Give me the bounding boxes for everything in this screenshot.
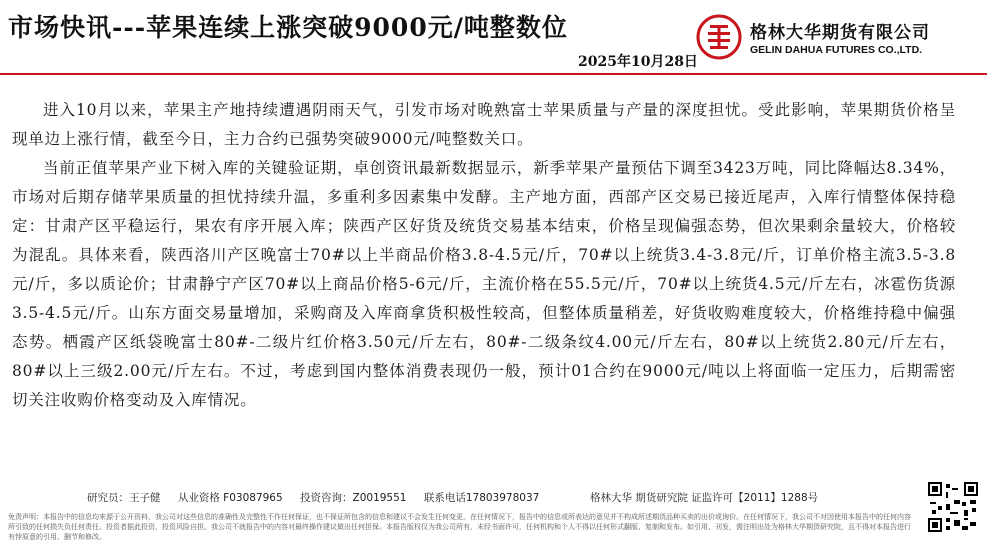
header-divider (0, 73, 987, 75)
qr-code-icon (928, 482, 978, 532)
report-title: 市场快讯---苹果连续上涨突破9000元/吨整数位 (8, 13, 568, 42)
disclaimer-text: 免责声明：本报告中的信息均来源于公开资料，我公司对这些信息的准确性及完整性不作任何保证，也不保证所包含的信息和建议不会发生任何变更。在任何情况下，报告中的信息或所表达的意见并不构成所述期货品种买卖的出价或询价。在任何情况下，我公司不对因使用本报告中的任何内容所引致的任何损失负任何责任。投资者据此投资，投资风险自担。我公司不就报告中的内容对最终操作建议做出任何担保。本报告版权仅为我公司所有，未经书面许可，任何机构和个人不得以任何形式翻版、复制和发布。如引用、刊发，需注明出处为格林大华期货研究院，且不得对本报告进行有悖原意的引用、删节和修改。 (8, 513, 911, 541)
consult-number: 投资咨询：Z0019551 (300, 492, 407, 504)
brand-name-cn: 格林大华期货有限公司 (750, 23, 930, 43)
report-header (0, 0, 987, 75)
qualification-number: 从业资格 F03087965 (177, 492, 283, 504)
brand-name-en: GELIN DAHUA FUTURES CO.,LTD. (750, 44, 923, 56)
report-body (12, 96, 956, 415)
paragraph-1: 进入10月以来，苹果主产地持续遭遇阴雨天气，引发市场对晚熟富士苹果质量与产量的深度担忧。受此影响，苹果期货价格呈现单边上涨行情，截至今日，主力合约已强势突破9000元/吨整数关口。 (12, 101, 956, 148)
report-date: 2025年10月28日 (578, 54, 698, 70)
company-logo-icon (696, 14, 742, 60)
paragraph-2: 当前正值苹果产业下树入库的关键验证期，卓创资讯最新数据显示，新季苹果产量预估下调至3423万吨，同比降幅达8.34%，市场对后期存储苹果质量的担忧持续升温，多重利多因素集中发酵。主产地方面，西部产区交易已接近尾声，入库行情整体保持稳定：甘肃产区平稳运行，果农有序开展入库；陕西产区好货及统货交易基本结束，价格呈现偏强态势，但次果剩余量较大，价格较为混乱。具体来看，陕西洛川产区晚富士70#以上半商品价格3.8-4.5元/斤，70#以上统货3.4-3.8元/斤，订单价格主流3.5-3.8元/斤，多以质论价；甘肃静宁产区70#以上商品价格5-6元/斤，主流价格在55.5元/斤，70#以上统货4.5元/斤左右，冰雹伤货源3.5-4.5元/斤。山东方面交易量增加，采购商及入库商拿货积极性较高，但整体质量稍差，好货收购难度较大，价格维持稳中偏强态势。栖霞产区纸袋晚富士80#-二级片红价格3.50元/斤左右，80#-二级条纹4.00元/斤左右，80#以上统货2.80元/斤左右，80#以上三级2.00元/斤左右。不过，考虑到国内整体消费表现仍一般，预计01合约在9000元/吨以上将面临一定压力，后期需密切关注收购价格变动及入库情况。 (12, 159, 956, 409)
author-info (87, 490, 553, 505)
contact-phone: 联系电话17803978037 (423, 492, 540, 504)
institute-info: 格林大华 期货研究院 证监许可【2011】1288号 (590, 492, 819, 504)
researcher-name: 研究员：王子健 (87, 492, 161, 504)
